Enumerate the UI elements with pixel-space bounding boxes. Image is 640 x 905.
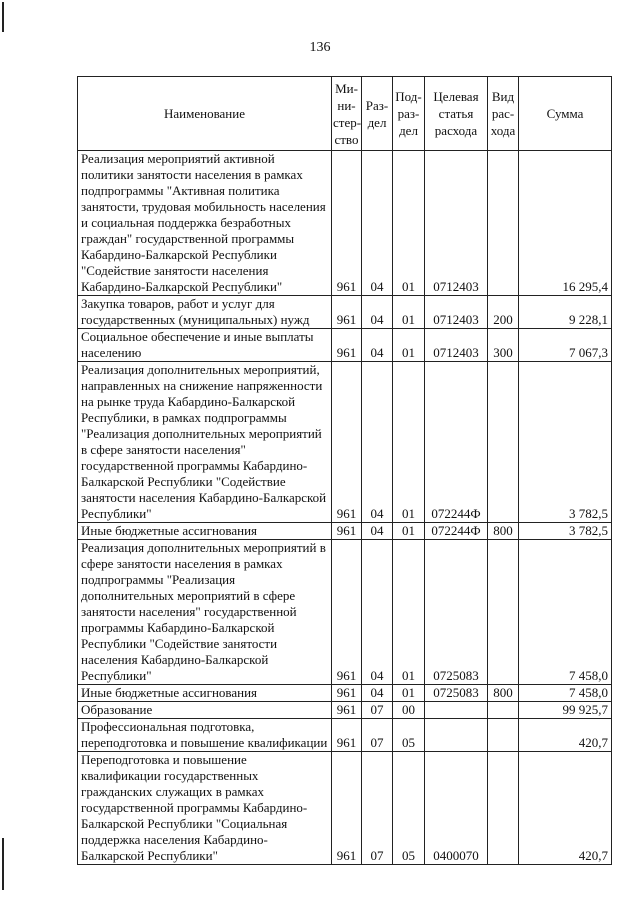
row-subsection-code: 01 <box>393 362 425 523</box>
row-name: Реализация дополнительных мероприятий в сфере занятости населения в рамках подпрограммы "Реализация дополнительных мероприятий в сфере занятости населения" государственной программы Кабардино-Балкарской Республики "Содействие занятости населения Кабардино-Балкарской Республики" <box>78 540 332 685</box>
header-sum: Сумма <box>519 77 612 151</box>
row-name: Иные бюджетные ассигнования <box>78 523 332 540</box>
row-ministry-code: 961 <box>332 685 362 702</box>
row-expense-kind <box>488 151 519 296</box>
row-ministry-code: 961 <box>332 151 362 296</box>
row-name: Переподготовка и повышение квалификации государственных гражданских служащих в рамках государственной программы Кабардино-Балкарской Республики "Социальная поддержка населения Кабардино-Балкарской Республики" <box>78 752 332 865</box>
row-sum: 3 782,5 <box>519 523 612 540</box>
scan-margin-mark <box>2 838 4 890</box>
row-section-code: 04 <box>362 685 393 702</box>
budget-table <box>77 76 612 865</box>
row-expense-kind: 800 <box>488 685 519 702</box>
row-ministry-code: 961 <box>332 523 362 540</box>
row-ministry-code: 961 <box>332 752 362 865</box>
row-section-code: 07 <box>362 702 393 719</box>
row-expense-kind <box>488 702 519 719</box>
row-target-code: 0725083 <box>425 685 488 702</box>
row-name: Социальное обеспечение и иные выплаты населению <box>78 329 332 362</box>
row-name: Иные бюджетные ассигнования <box>78 685 332 702</box>
row-target-code: 072244Ф <box>425 523 488 540</box>
row-name: Реализация мероприятий активной политики занятости населения в рамках подпрограммы "Активная политика занятости, трудовая мобильность населения и социальная поддержка безработных граждан" государственной программы Кабардино-Балкарской Республики "Содействие занятости населения Кабардино-Балкарской Республики" <box>78 151 332 296</box>
row-subsection-code: 01 <box>393 296 425 329</box>
row-subsection-code: 05 <box>393 719 425 752</box>
row-expense-kind <box>488 362 519 523</box>
table-row <box>78 752 612 865</box>
row-ministry-code: 961 <box>332 296 362 329</box>
row-name: Реализация дополнительных мероприятий, направленных на снижение напряженности на рынке труда Кабардино-Балкарской Республики, в рамках подпрограммы "Реализация дополнительных мероприятий в сфере занятости населения" государственной программы Кабардино-Балкарской Республики "Содействие занятости населения Кабардино-Балкарской Республики" <box>78 362 332 523</box>
row-section-code: 04 <box>362 523 393 540</box>
row-expense-kind: 800 <box>488 523 519 540</box>
row-target-code: 0400070 <box>425 752 488 865</box>
table-row <box>78 329 612 362</box>
row-target-code: 0725083 <box>425 540 488 685</box>
table-body <box>78 151 612 865</box>
table-row <box>78 296 612 329</box>
row-name: Образование <box>78 702 332 719</box>
row-sum: 9 228,1 <box>519 296 612 329</box>
row-target-code: 0712403 <box>425 329 488 362</box>
row-sum: 420,7 <box>519 719 612 752</box>
table-row <box>78 523 612 540</box>
row-sum: 16 295,4 <box>519 151 612 296</box>
row-target-code: 0712403 <box>425 296 488 329</box>
table-row <box>78 362 612 523</box>
row-sum: 420,7 <box>519 752 612 865</box>
row-sum: 7 067,3 <box>519 329 612 362</box>
row-expense-kind: 300 <box>488 329 519 362</box>
row-section-code: 04 <box>362 540 393 685</box>
row-ministry-code: 961 <box>332 540 362 685</box>
table-row <box>78 702 612 719</box>
table-row <box>78 719 612 752</box>
row-subsection-code: 01 <box>393 540 425 685</box>
table-row <box>78 540 612 685</box>
row-ministry-code: 961 <box>332 719 362 752</box>
row-expense-kind <box>488 719 519 752</box>
table-row <box>78 685 612 702</box>
header-subsection: Под- раз- дел <box>393 77 425 151</box>
row-name: Закупка товаров, работ и услуг для государственных (муниципальных) нужд <box>78 296 332 329</box>
row-name: Профессиональная подготовка, переподготовка и повышение квалификации <box>78 719 332 752</box>
row-sum: 99 925,7 <box>519 702 612 719</box>
header-section: Раз- дел <box>362 77 393 151</box>
row-ministry-code: 961 <box>332 702 362 719</box>
row-subsection-code: 01 <box>393 329 425 362</box>
row-target-code <box>425 719 488 752</box>
row-subsection-code: 01 <box>393 685 425 702</box>
row-sum: 7 458,0 <box>519 685 612 702</box>
row-section-code: 04 <box>362 296 393 329</box>
scan-margin-mark <box>2 2 4 32</box>
page-number: 136 <box>309 40 331 55</box>
header-ministry: Ми- ни- стер- ство <box>332 77 362 151</box>
row-target-code: 0712403 <box>425 151 488 296</box>
row-expense-kind: 200 <box>488 296 519 329</box>
row-section-code: 07 <box>362 719 393 752</box>
row-ministry-code: 961 <box>332 329 362 362</box>
header-kind: Вид рас- хода <box>488 77 519 151</box>
row-section-code: 04 <box>362 329 393 362</box>
row-section-code: 04 <box>362 362 393 523</box>
row-subsection-code: 00 <box>393 702 425 719</box>
table-row <box>78 151 612 296</box>
row-section-code: 07 <box>362 752 393 865</box>
row-sum: 7 458,0 <box>519 540 612 685</box>
row-sum: 3 782,5 <box>519 362 612 523</box>
table-header-row <box>78 77 612 151</box>
header-target: Целевая статья расхода <box>425 77 488 151</box>
row-section-code: 04 <box>362 151 393 296</box>
row-expense-kind <box>488 752 519 865</box>
header-name: Наименование <box>78 77 332 151</box>
row-subsection-code: 01 <box>393 523 425 540</box>
row-subsection-code: 01 <box>393 151 425 296</box>
row-expense-kind <box>488 540 519 685</box>
row-target-code: 072244Ф <box>425 362 488 523</box>
row-target-code <box>425 702 488 719</box>
row-ministry-code: 961 <box>332 362 362 523</box>
row-subsection-code: 05 <box>393 752 425 865</box>
